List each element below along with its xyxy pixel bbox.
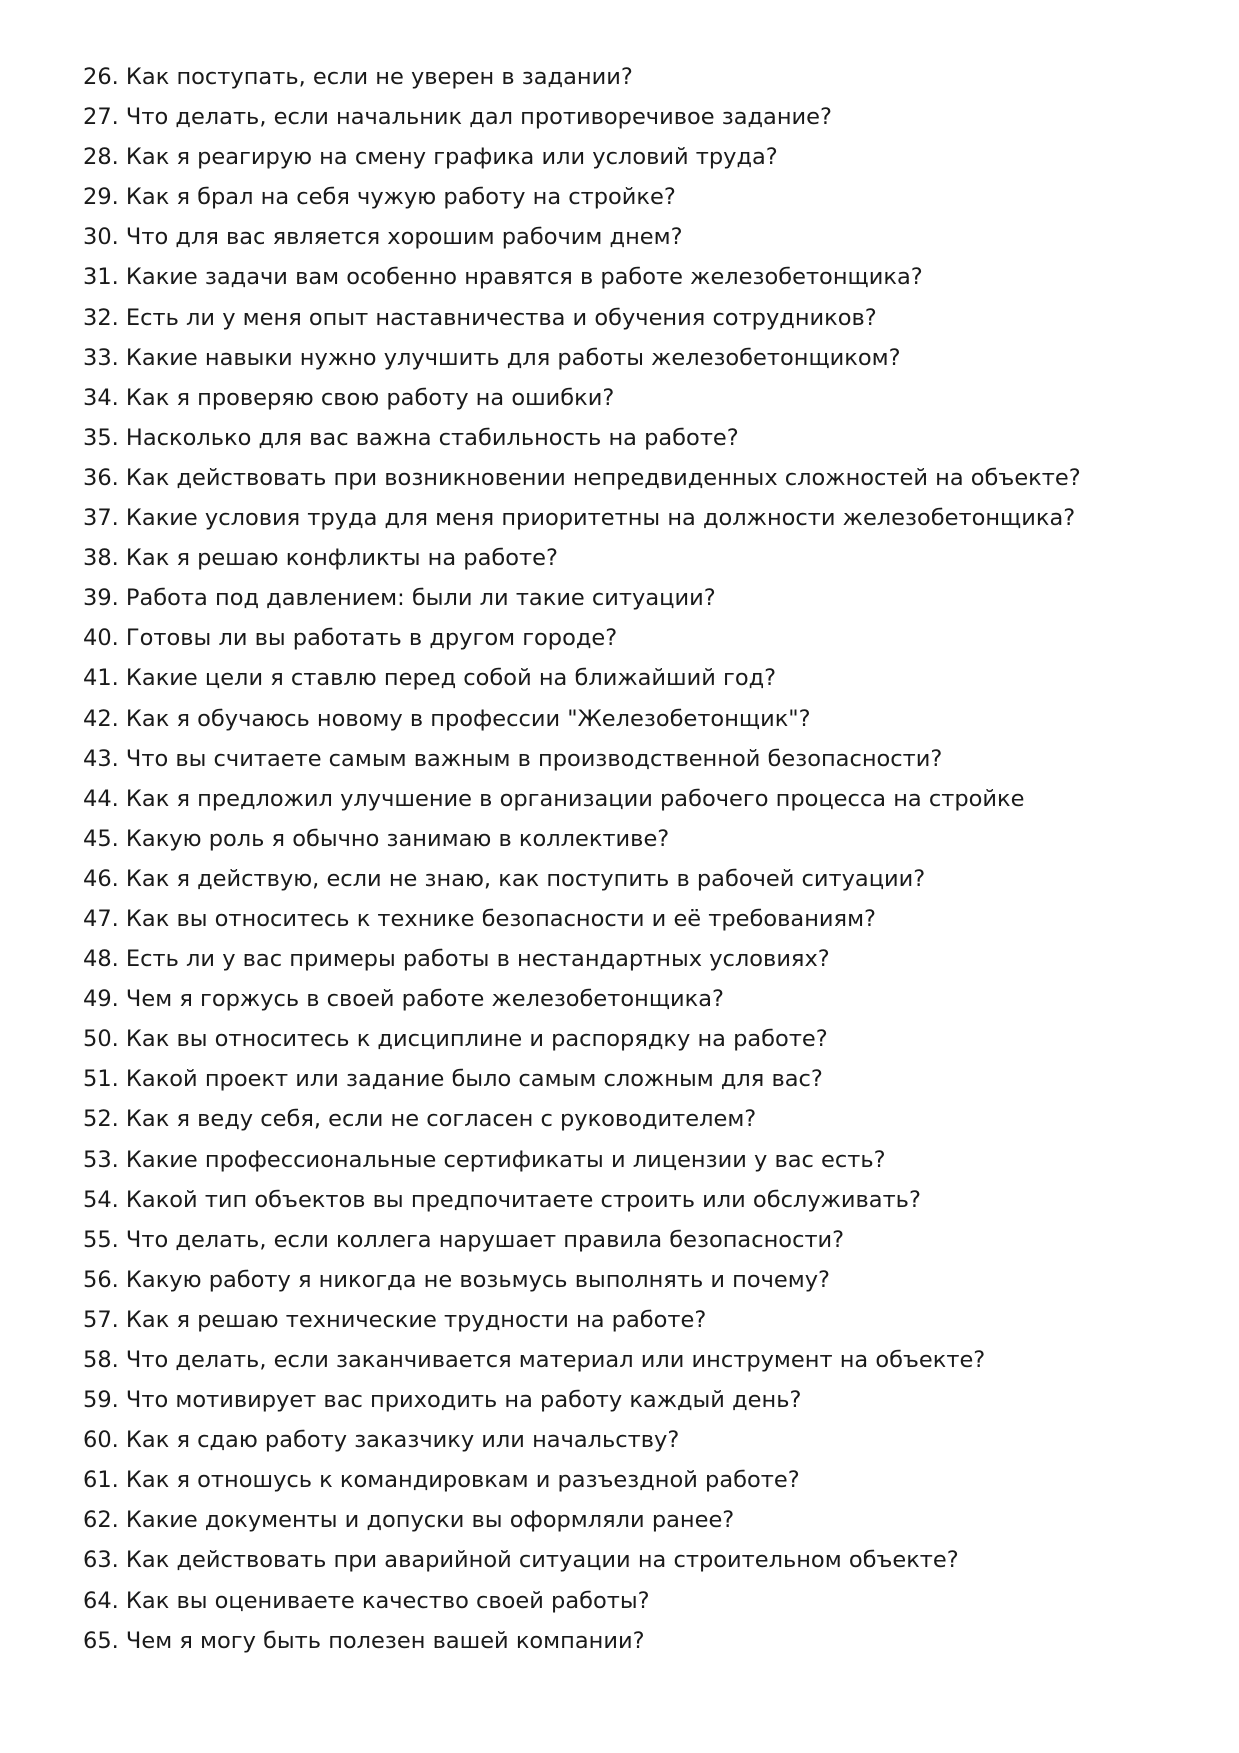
question-item: 46. Как я действую, если не знаю, как поступить в рабочей ситуации? — [83, 865, 926, 892]
question-item: 45. Какую роль я обычно занимаю в коллективе? — [83, 825, 670, 852]
question-item: 32. Есть ли у меня опыт наставничества и обучения сотрудников? — [83, 304, 877, 331]
question-item: 41. Какие цели я ставлю перед собой на ближайший год? — [83, 665, 777, 692]
question-item: 50. Как вы относитесь к дисциплине и распорядку на работе? — [83, 1026, 828, 1053]
question-item: 34. Как я проверяю свою работу на ошибки? — [83, 384, 615, 411]
question-list — [83, 62, 1183, 1666]
question-item: 44. Как я предложил улучшение в организации рабочего процесса на стройке — [83, 785, 1025, 812]
question-item: 26. Как поступать, если не уверен в задании? — [83, 64, 633, 90]
question-item: 63. Как действовать при аварийной ситуации на строительном объекте? — [83, 1547, 959, 1574]
question-item: 35. Насколько для вас важна стабильность на работе? — [83, 424, 739, 451]
question-item: 33. Какие навыки нужно улучшить для работы железобетонщиком? — [83, 344, 901, 371]
question-item: 43. Что вы считаете самым важным в производственной безопасности? — [83, 745, 943, 772]
question-item: 37. Какие условия труда для меня приоритетны на должности железобетонщика? — [83, 505, 1076, 532]
question-item: 53. Какие профессиональные сертификаты и лицензии у вас есть? — [83, 1146, 886, 1173]
question-item: 48. Есть ли у вас примеры работы в нестандартных условиях? — [83, 946, 830, 973]
question-item: 54. Какой тип объектов вы предпочитаете строить или обслуживать? — [83, 1186, 921, 1213]
question-item: 40. Готовы ли вы работать в другом городе? — [83, 625, 618, 652]
question-item: 38. Как я решаю конфликты на работе? — [83, 545, 558, 572]
question-item: 47. Как вы относитесь к технике безопасности и её требованиям? — [83, 905, 876, 932]
question-item: 49. Чем я горжусь в своей работе железобетонщика? — [83, 986, 724, 1013]
question-item: 64. Как вы оцениваете качество своей работы? — [83, 1587, 650, 1614]
question-item: 39. Работа под давлением: были ли такие ситуации? — [83, 585, 716, 612]
question-item: 58. Что делать, если заканчивается материал или инструмент на объекте? — [83, 1347, 986, 1373]
question-item: 55. Что делать, если коллега нарушает правила безопасности? — [83, 1226, 845, 1253]
question-item: 27. Что делать, если начальник дал противоречивое задание? — [83, 104, 832, 131]
question-item: 61. Как я отношусь к командировкам и разъездной работе? — [83, 1467, 800, 1494]
question-item: 31. Какие задачи вам особенно нравятся в работе железобетонщика? — [83, 264, 923, 291]
question-item: 59. Что мотивирует вас приходить на работу каждый день? — [83, 1387, 802, 1414]
question-item: 42. Как я обучаюсь новому в профессии "Железобетонщик"? — [83, 705, 811, 732]
question-item: 30. Что для вас является хорошим рабочим днем? — [83, 224, 683, 251]
question-item: 28. Как я реагирую на смену графика или условий труда? — [83, 144, 778, 171]
question-item: 51. Какой проект или задание было самым сложным для вас? — [83, 1066, 823, 1093]
question-item: 36. Как действовать при возникновении непредвиденных сложностей на объекте? — [83, 464, 1081, 491]
question-item: 56. Какую работу я никогда не возьмусь выполнять и почему? — [83, 1266, 830, 1293]
question-item: 57. Как я решаю технические трудности на работе? — [83, 1306, 707, 1333]
question-item: 62. Какие документы и допуски вы оформляли ранее? — [83, 1507, 735, 1534]
question-item: 65. Чем я могу быть полезен вашей компании? — [83, 1627, 645, 1654]
question-item: 52. Как я веду себя, если не согласен с руководителем? — [83, 1106, 757, 1133]
question-item: 60. Как я сдаю работу заказчику или начальству? — [83, 1427, 680, 1454]
question-item: 29. Как я брал на себя чужую работу на стройке? — [83, 184, 676, 211]
